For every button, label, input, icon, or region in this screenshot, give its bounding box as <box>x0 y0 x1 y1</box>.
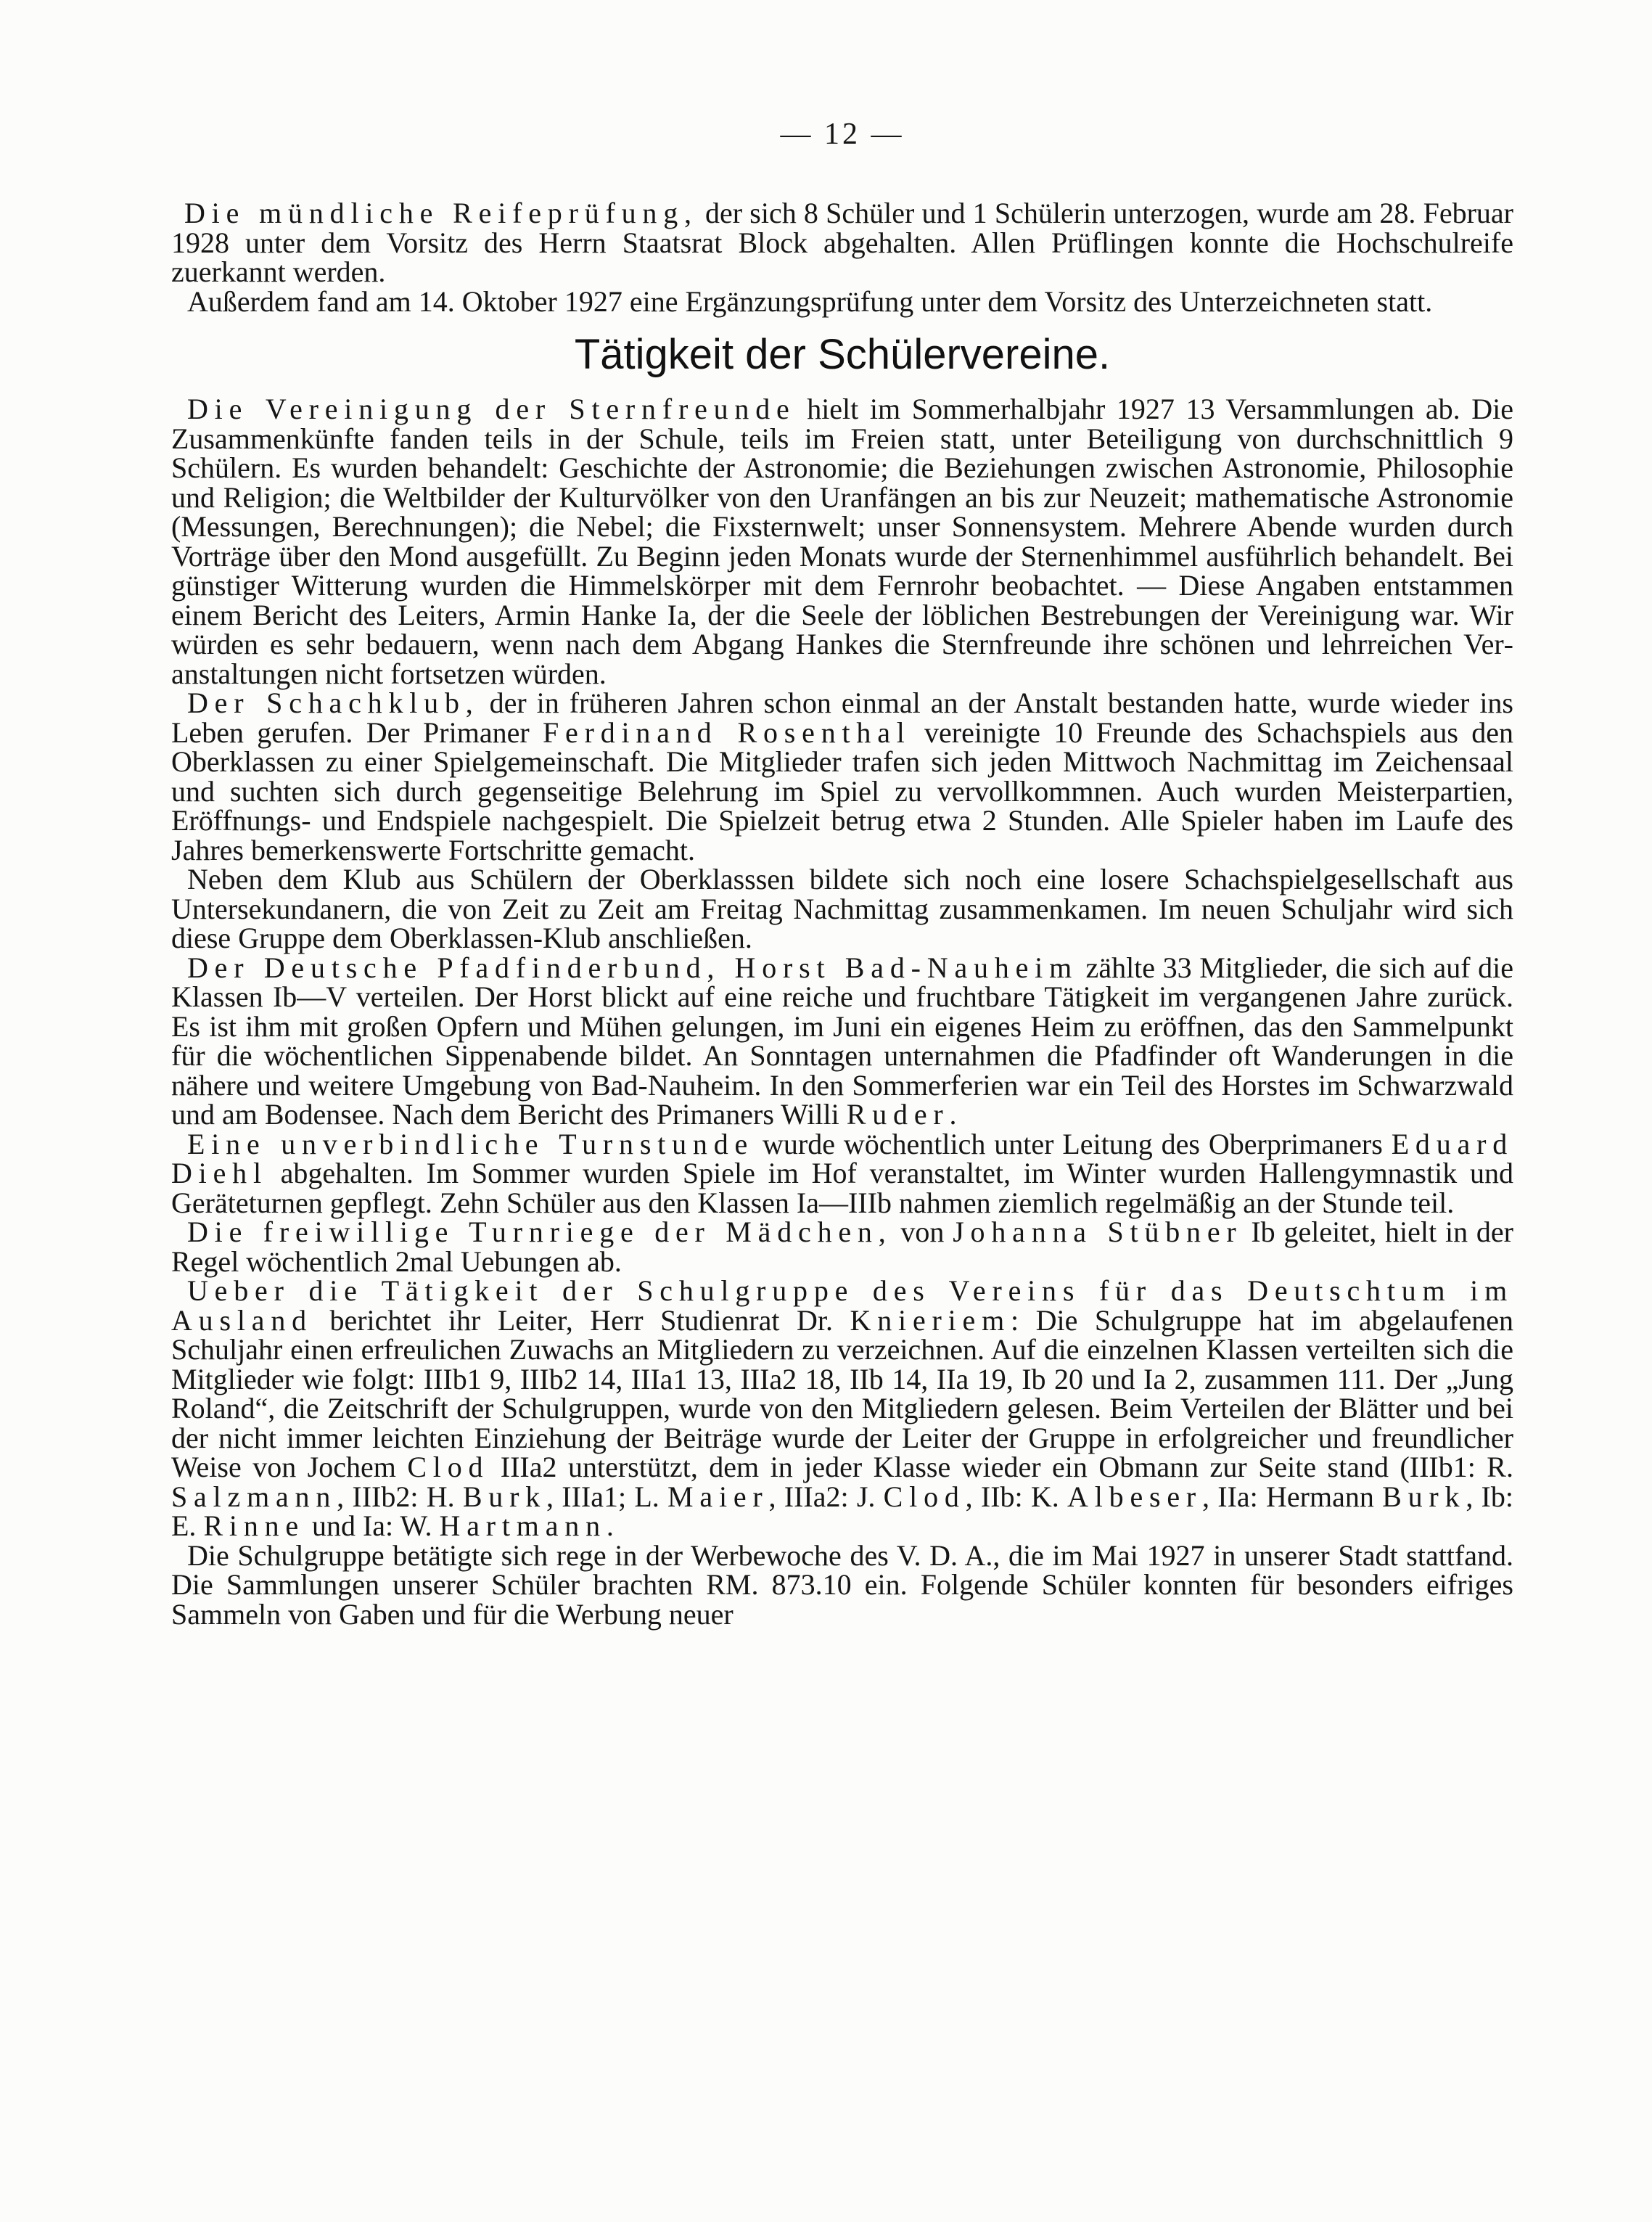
spaced-name-salzmann: Salzmann <box>171 1480 337 1513</box>
paragraph-text: wurde wöchentlich unter Leitung des Oberprimaners <box>754 1127 1392 1160</box>
paragraph-text: , IIIa2: J. <box>768 1480 884 1513</box>
paragraph-text: . <box>949 1098 957 1131</box>
paragraph-schachgesellschaft: Neben dem Klub aus Schülern der Oberklasssen bildete sich noch eine losere Schachspielgesellschaft aus Untersekundanern, die von Zeit zu Zeit am Freitag Nachmittag zusammenkamen. Im neuen Schuljahr wird sich diese Gruppe dem Oberklassen-Klub anschließen. <box>171 863 1513 954</box>
spaced-name-clod: Clod <box>883 1480 966 1513</box>
spaced-name-rosenthal: Ferdinand Rosenthal <box>542 716 911 749</box>
paragraph-text: und Ia: W. <box>304 1509 440 1542</box>
paragraph-pfadfinder <box>171 951 1513 1131</box>
spaced-heading-turnstunde: Eine unverbindliche Turnstunde <box>187 1127 755 1160</box>
paragraph-text: , IIb: K. <box>965 1480 1068 1513</box>
paragraph-schachklub <box>171 686 1513 866</box>
paragraph-text: der sich 8 Schüler und 1 Schülerin unterzogen, wurde am 28. Februar 1928 unter dem Vorsitz des Herrn Staatsrat Block abgehalten. Allen Prüflingen konnte die Hochschulreife zuerkannt werden. <box>171 197 1513 288</box>
paragraph-text: : Die Schulgruppe hat im abgelaufenen Schuljahr einen erfreulichen Zuwachs an Mitgliedern zu verzeichnen. Auf die einzelnen Klassen verteilten sich die Mitglieder wie folgt: IIIb1 9, IIIb2 14, IIIa1 13, IIIa2 18, IIb 14, IIa 19, Ib 20 und Ia 2, zusammen 111. Der „Jung Roland“, die Zeitschrift der Schulgruppen, wurde von den Mitgliedern gelesen. Beim Verteilen der Blätter und bei der nicht immer leichten Einziehung der Beiträge wurde der Leiter der Gruppe in erfolgreicher und freundlicher Weise von Jochem <box>171 1303 1513 1483</box>
page-number: — 12 — <box>780 118 905 151</box>
spaced-heading-reifepruefung: Die mündliche Reifeprüfung, <box>184 197 698 229</box>
paragraph-text: , IIa: Hermann <box>1202 1480 1383 1513</box>
paragraph-text: , IIIa1; L. <box>546 1480 668 1513</box>
spaced-name-burk: Burk <box>462 1480 547 1513</box>
paragraph-turnriege <box>171 1215 1513 1278</box>
paragraph-werbewoche: Die Schulgruppe betätigte sich rege in der Werbewoche des V. D. A., die im Mai 1927 in unserer Stadt stattfand. Die Sammlungen unserer Schüler brachten RM. 873.10 ein. Folgende Schüler konnten für besonders eifriges Sammeln von Gaben und für die Werbung neuer <box>171 1538 1513 1631</box>
paragraph-text: IIIa2 unterstützt, dem in jeder Klasse wieder ein Obmann zur Seite stand (IIIb1: R. <box>489 1451 1513 1483</box>
paragraph-sternfreunde <box>171 395 1513 689</box>
paragraph-text: zählte 33 Mitglieder, die sich auf die Klassen Ib—V verteilen. Der Horst blickt auf eine reiche und fruchtbare Tätigkeit im vergangenen Jahre zurück. Es ist ihm mit großen Opfern und Mühen gelungen, im Juni ein eigenes Heim zu eröffnen, das den Sammelpunkt für die wöchentlichen Sippenabende bildet. An Sonntagen unternahmen die Pfadfinder oft Wanderungen in die nähere und weitere Umgebung von Bad-Nauheim. In den Sommerferien war ein Teil des Horstes im Schwarzwald und am Bodensee. Nach dem Bericht des Primaners Willi <box>171 951 1513 1131</box>
paragraph-text: , IIIb2: H. <box>337 1480 463 1513</box>
spaced-name-burk: Burk <box>1382 1480 1466 1513</box>
paragraph-turnstunde <box>171 1127 1513 1219</box>
spaced-name-stuebner: Johanna Stübner <box>953 1215 1243 1248</box>
paragraph-text: der in früheren Jahren schon einmal an der Anstalt bestanden hatte, wurde wieder ins Leben gerufen. Der Primaner <box>171 686 1513 749</box>
paragraph-ergaenzungspruefung: Außerdem fand am 14. Oktober 1927 eine Ergänzungsprüfung unter dem Vorsitz des Unterzeichneten statt. <box>187 284 1433 318</box>
spaced-name-diehl: Eduard Diehl <box>171 1127 1513 1189</box>
section-title: Tätigkeit der Schülervereine. <box>574 331 1111 378</box>
spaced-heading-pfadfinder: Der Deutsche Pfadfinderbund, Horst Bad-Nauheim <box>187 951 1078 984</box>
spaced-heading-sternfreunde: Die Vereinigung der Sternfreunde <box>187 393 796 425</box>
spaced-heading-schachklub: Der Schachklub, <box>187 686 480 719</box>
paragraph-text: berichtet ihr Leiter, Herr Studienrat Dr. <box>312 1303 850 1337</box>
paragraph-text: vereinigte 10 Freunde des Schachspiels aus den Oberklassen zu einer Spielgemeinschaft. Die Mitglieder trafen sich jeden Mittwoch Nachmittag im Zeichensaal und suchten sich durch gegenseitige Belehrung im Spiel zu vervollkommnen. Auch wurden Meisterpartien, Eröffnungs- und Endspiele nachgespielt. Die Spielzeit betrug etwa 2 Stunden. Alle Spieler haben im Laufe des Jahres bemerkenswerte Fortschritte gemacht. <box>171 716 1513 866</box>
paragraph-text: abgehalten. Im Sommer wurden Spiele im Hof veranstaltet, im Winter wurden Hallengymnastik und Geräteturnen gepflegt. Zehn Schüler aus den Klassen Ia—IIIb nahmen ziemlich regelmäßig an der Stunde teil. <box>171 1157 1513 1219</box>
spaced-name-knieriem: Knieriem <box>850 1303 1011 1337</box>
paragraph-text: hielt im Sommerhalbjahr 1927 13 Versammlungen ab. Die Zusammenkünfte fanden teils in der Schule, teils im Freien statt, unter Beteiligung von durchschnittlich 9 Schülern. Es wurden behandelt: Geschichte der Astronomie; die Beziehungen zwischen Astronomie, Philosophie und Religion; die Weltbilder der Kulturvölker von den Uranfängen an bis zur Neuzeit; mathematische Astronomie (Messungen, Berechnungen); die Nebel; die Fixsternwelt; unser Sonnensystem. Mehrere Abende wurden durch Vorträge über den Mond ausgefüllt. Zu Beginn jeden Monats wurde der Sternenhimmel ausführlich behandelt. Bei günstiger Witterung wurden die Himmelskörper mit dem Fernrohr beobachtet. — Diese Angaben entstammen einem Bericht des Leiters, Armin Hanke Ia, der die Seele der löblichen Bestrebungen der Vereinigung war. Wir würden es sehr bedauern, wenn nach dem Abgang Hankes die Sternfreunde ihre schönen und lehrreichen Veranstaltungen nicht fortsetzen würden. <box>171 393 1514 690</box>
paragraph-text: von <box>892 1215 953 1248</box>
spaced-name-albeser: Albeser <box>1067 1480 1203 1513</box>
spaced-name-hartmann: Hartmann <box>439 1509 607 1542</box>
spaced-name-maier: Maier <box>667 1480 769 1513</box>
paragraph-reifepruefung <box>171 199 1513 287</box>
spaced-heading-vda: Ueber die Tätigkeit der Schulgruppe des Vereins für das Deutschtum im Ausland <box>171 1274 1513 1337</box>
spaced-name-ruder: Ruder <box>846 1098 950 1131</box>
spaced-name-clod: Clod <box>407 1451 490 1483</box>
paragraph-text: , Ib: E. <box>171 1480 1513 1542</box>
page-content <box>171 116 1513 1629</box>
paragraph-vda <box>171 1276 1513 1541</box>
spaced-name-rinne: Rinne <box>203 1509 305 1542</box>
paragraph-text: . <box>606 1509 614 1542</box>
spaced-heading-turnriege: Die freiwillige Turnriege der Mädchen, <box>187 1215 892 1248</box>
paragraph-text: Ib geleitet, hielt in der Regel wöchentlich 2mal Uebungen ab. <box>171 1215 1513 1278</box>
